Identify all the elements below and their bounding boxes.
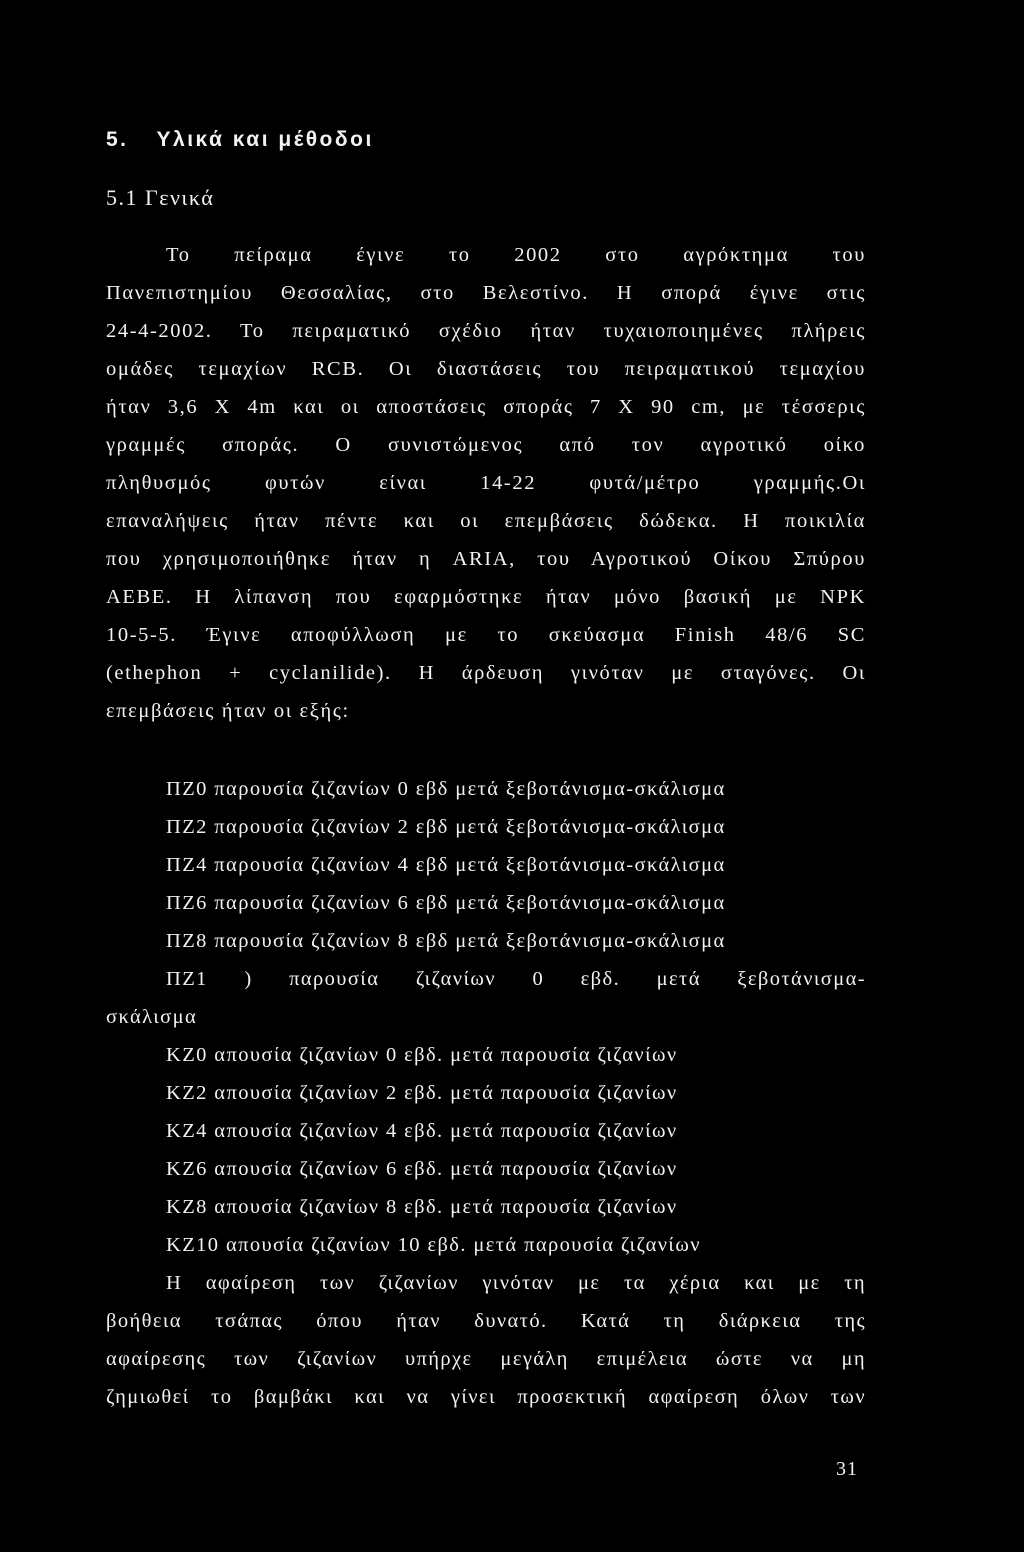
paragraph-line: ομάδες τεμαχίων RCB. Οι διαστάσεις του πειραματικού τεμαχίου: [106, 358, 866, 380]
paragraph-line: επεμβάσεις ήταν οι εξής:: [106, 700, 350, 722]
section-heading: [106, 128, 374, 152]
page-number: 31: [836, 1458, 858, 1480]
paragraph-line: Η αφαίρεση των ζιζανίων γινόταν με τα χέρια και με τη: [166, 1272, 866, 1294]
list-item: ΚΖ4 απουσία ζιζανίων 4 εβδ. μετά παρουσία ζιζανίων: [166, 1120, 678, 1142]
paragraph-line: (ethephon + cyclanilide). Η άρδευση γινόταν με σταγόνες. Οι: [106, 662, 866, 684]
paragraph-line: πληθυσμός φυτών είναι 14-22 φυτά/μέτρο γραμμής.Οι: [106, 472, 866, 494]
paragraph-line: ΑΕΒΕ. Η λίπανση που εφαρμόστηκε ήταν μόνο βασική με ΝΡΚ: [106, 586, 866, 608]
paragraph-line: 10-5-5. Έγινε αποφύλλωση με το σκεύασμα Finish 48/6 SC: [106, 624, 866, 646]
paragraph-line: Το πείραμα έγινε το 2002 στο αγρόκτημα του: [166, 244, 866, 266]
paragraph-line: που χρησιμοποιήθηκε ήταν η ARIA, του Αγροτικού Οίκου Σπύρου: [106, 548, 866, 570]
paragraph-line: βοήθεια τσάπας όπου ήταν δυνατό. Κατά τη διάρκεια της: [106, 1310, 866, 1332]
paragraph-line: ζημιωθεί το βαμβάκι και να γίνει προσεκτική αφαίρεση όλων των: [106, 1386, 866, 1408]
list-item: ΚΖ6 απουσία ζιζανίων 6 εβδ. μετά παρουσία ζιζανίων: [166, 1158, 678, 1180]
list-item: ΚΖ10 απουσία ζιζανίων 10 εβδ. μετά παρουσία ζιζανίων: [166, 1234, 701, 1256]
list-item: ΠΖ1 ) παρουσία ζιζανίων 0 εβδ. μετά ξεβοτάνισμα-: [166, 968, 866, 990]
paragraph-line: γραμμές σποράς. Ο συνιστώμενος από τον αγροτικό οίκο: [106, 434, 866, 456]
list-item: ΠΖ6 παρουσία ζιζανίων 6 εβδ μετά ξεβοτάνισμα-σκάλισμα: [166, 892, 726, 914]
section-number: 5.: [106, 128, 129, 151]
list-item: ΚΖ8 απουσία ζιζανίων 8 εβδ. μετά παρουσία ζιζανίων: [166, 1196, 678, 1218]
intro-paragraph: [106, 236, 866, 730]
paragraph-line: Πανεπιστημίου Θεσσαλίας, στο Βελεστίνο. Η σπορά έγινε στις: [106, 282, 866, 304]
paragraph-line: 24-4-2002. Το πειραματικό σχέδιο ήταν τυχαιοποιημένες πλήρεις: [106, 320, 866, 342]
list-item: ΚΖ0 απουσία ζιζανίων 0 εβδ. μετά παρουσία ζιζανίων: [166, 1044, 678, 1066]
list-item: σκάλισμα: [106, 1006, 198, 1028]
list-item: ΠΖ0 παρουσία ζιζανίων 0 εβδ μετά ξεβοτάνισμα-σκάλισμα: [166, 778, 726, 800]
list-item: ΚΖ2 απουσία ζιζανίων 2 εβδ. μετά παρουσία ζιζανίων: [166, 1082, 678, 1104]
list-item: ΠΖ8 παρουσία ζιζανίων 8 εβδ μετά ξεβοτάνισμα-σκάλισμα: [166, 930, 726, 952]
list-item: ΠΖ4 παρουσία ζιζανίων 4 εβδ μετά ξεβοτάνισμα-σκάλισμα: [166, 854, 726, 876]
paragraph-line: ήταν 3,6 Χ 4m και οι αποστάσεις σποράς 7 Χ 90 cm, με τέσσερις: [106, 396, 866, 418]
subsection-heading: 5.1 Γενικά: [106, 185, 215, 210]
treatments-list: [106, 770, 866, 1416]
list-item: ΠΖ2 παρουσία ζιζανίων 2 εβδ μετά ξεβοτάνισμα-σκάλισμα: [166, 816, 726, 838]
paragraph-line: επαναλήψεις ήταν πέντε και οι επεμβάσεις δώδεκα. Η ποικιλία: [106, 510, 866, 532]
paragraph-line: αφαίρεσης των ζιζανίων υπήρχε μεγάλη επιμέλεια ώστε να μη: [106, 1348, 866, 1370]
section-title: Υλικά και μέθοδοι: [156, 128, 374, 151]
